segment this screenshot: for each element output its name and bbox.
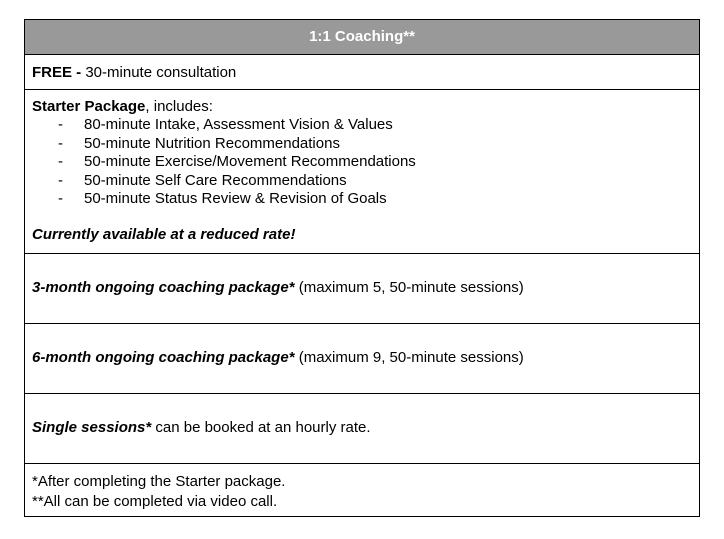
list-item [32, 172, 699, 190]
header-title: 1:1 Coaching** [309, 28, 415, 45]
six-month-row [25, 323, 699, 393]
dash-bullet: - [58, 134, 63, 152]
single-text: can be booked at an hourly rate. [151, 419, 371, 437]
item-text: 50-minute Nutrition Recommendations [84, 134, 340, 152]
six-month-title: 6-month ongoing coaching package* [32, 349, 295, 367]
dash-bullet: - [58, 116, 63, 134]
single-sessions-row [25, 393, 699, 463]
single-sessions-line [32, 419, 371, 437]
starter-package-row [25, 89, 699, 253]
three-month-text: (maximum 5, 50-minute sessions) [294, 279, 524, 297]
list-item [32, 153, 699, 171]
footnote-starter: *After completing the Starter package. [32, 473, 286, 490]
free-consultation-row [25, 54, 699, 89]
list-item [32, 135, 699, 153]
dash-bullet: - [58, 171, 63, 189]
single-title: Single sessions* [32, 419, 152, 437]
item-text: 80-minute Intake, Assessment Vision & Values [84, 116, 393, 134]
list-item [32, 116, 699, 134]
three-month-title: 3-month ongoing coaching package* [32, 279, 295, 297]
list-item [32, 190, 699, 208]
starter-heading [32, 98, 699, 116]
footnotes-row [25, 463, 699, 516]
starter-suffix: , includes: [145, 98, 213, 115]
reduced-rate-note: Currently available at a reduced rate! [32, 226, 296, 244]
free-label: FREE - [32, 64, 82, 81]
six-month-text: (maximum 9, 50-minute sessions) [294, 349, 524, 367]
three-month-row [25, 253, 699, 323]
dash-bullet: - [58, 190, 63, 208]
dash-bullet: - [58, 153, 63, 171]
table-header [25, 20, 699, 54]
footnote-video: **All can be completed via video call. [32, 493, 278, 510]
item-text: 50-minute Exercise/Movement Recommendations [84, 153, 416, 171]
item-text: 50-minute Status Review & Revision of Goals [84, 190, 387, 208]
item-text: 50-minute Self Care Recommendations [84, 171, 347, 189]
six-month-line [32, 349, 524, 367]
starter-title: Starter Package [32, 98, 146, 115]
coaching-table [24, 19, 700, 517]
three-month-line [32, 279, 524, 297]
starter-items-list [32, 116, 699, 208]
free-text: 30-minute consultation [81, 64, 237, 81]
